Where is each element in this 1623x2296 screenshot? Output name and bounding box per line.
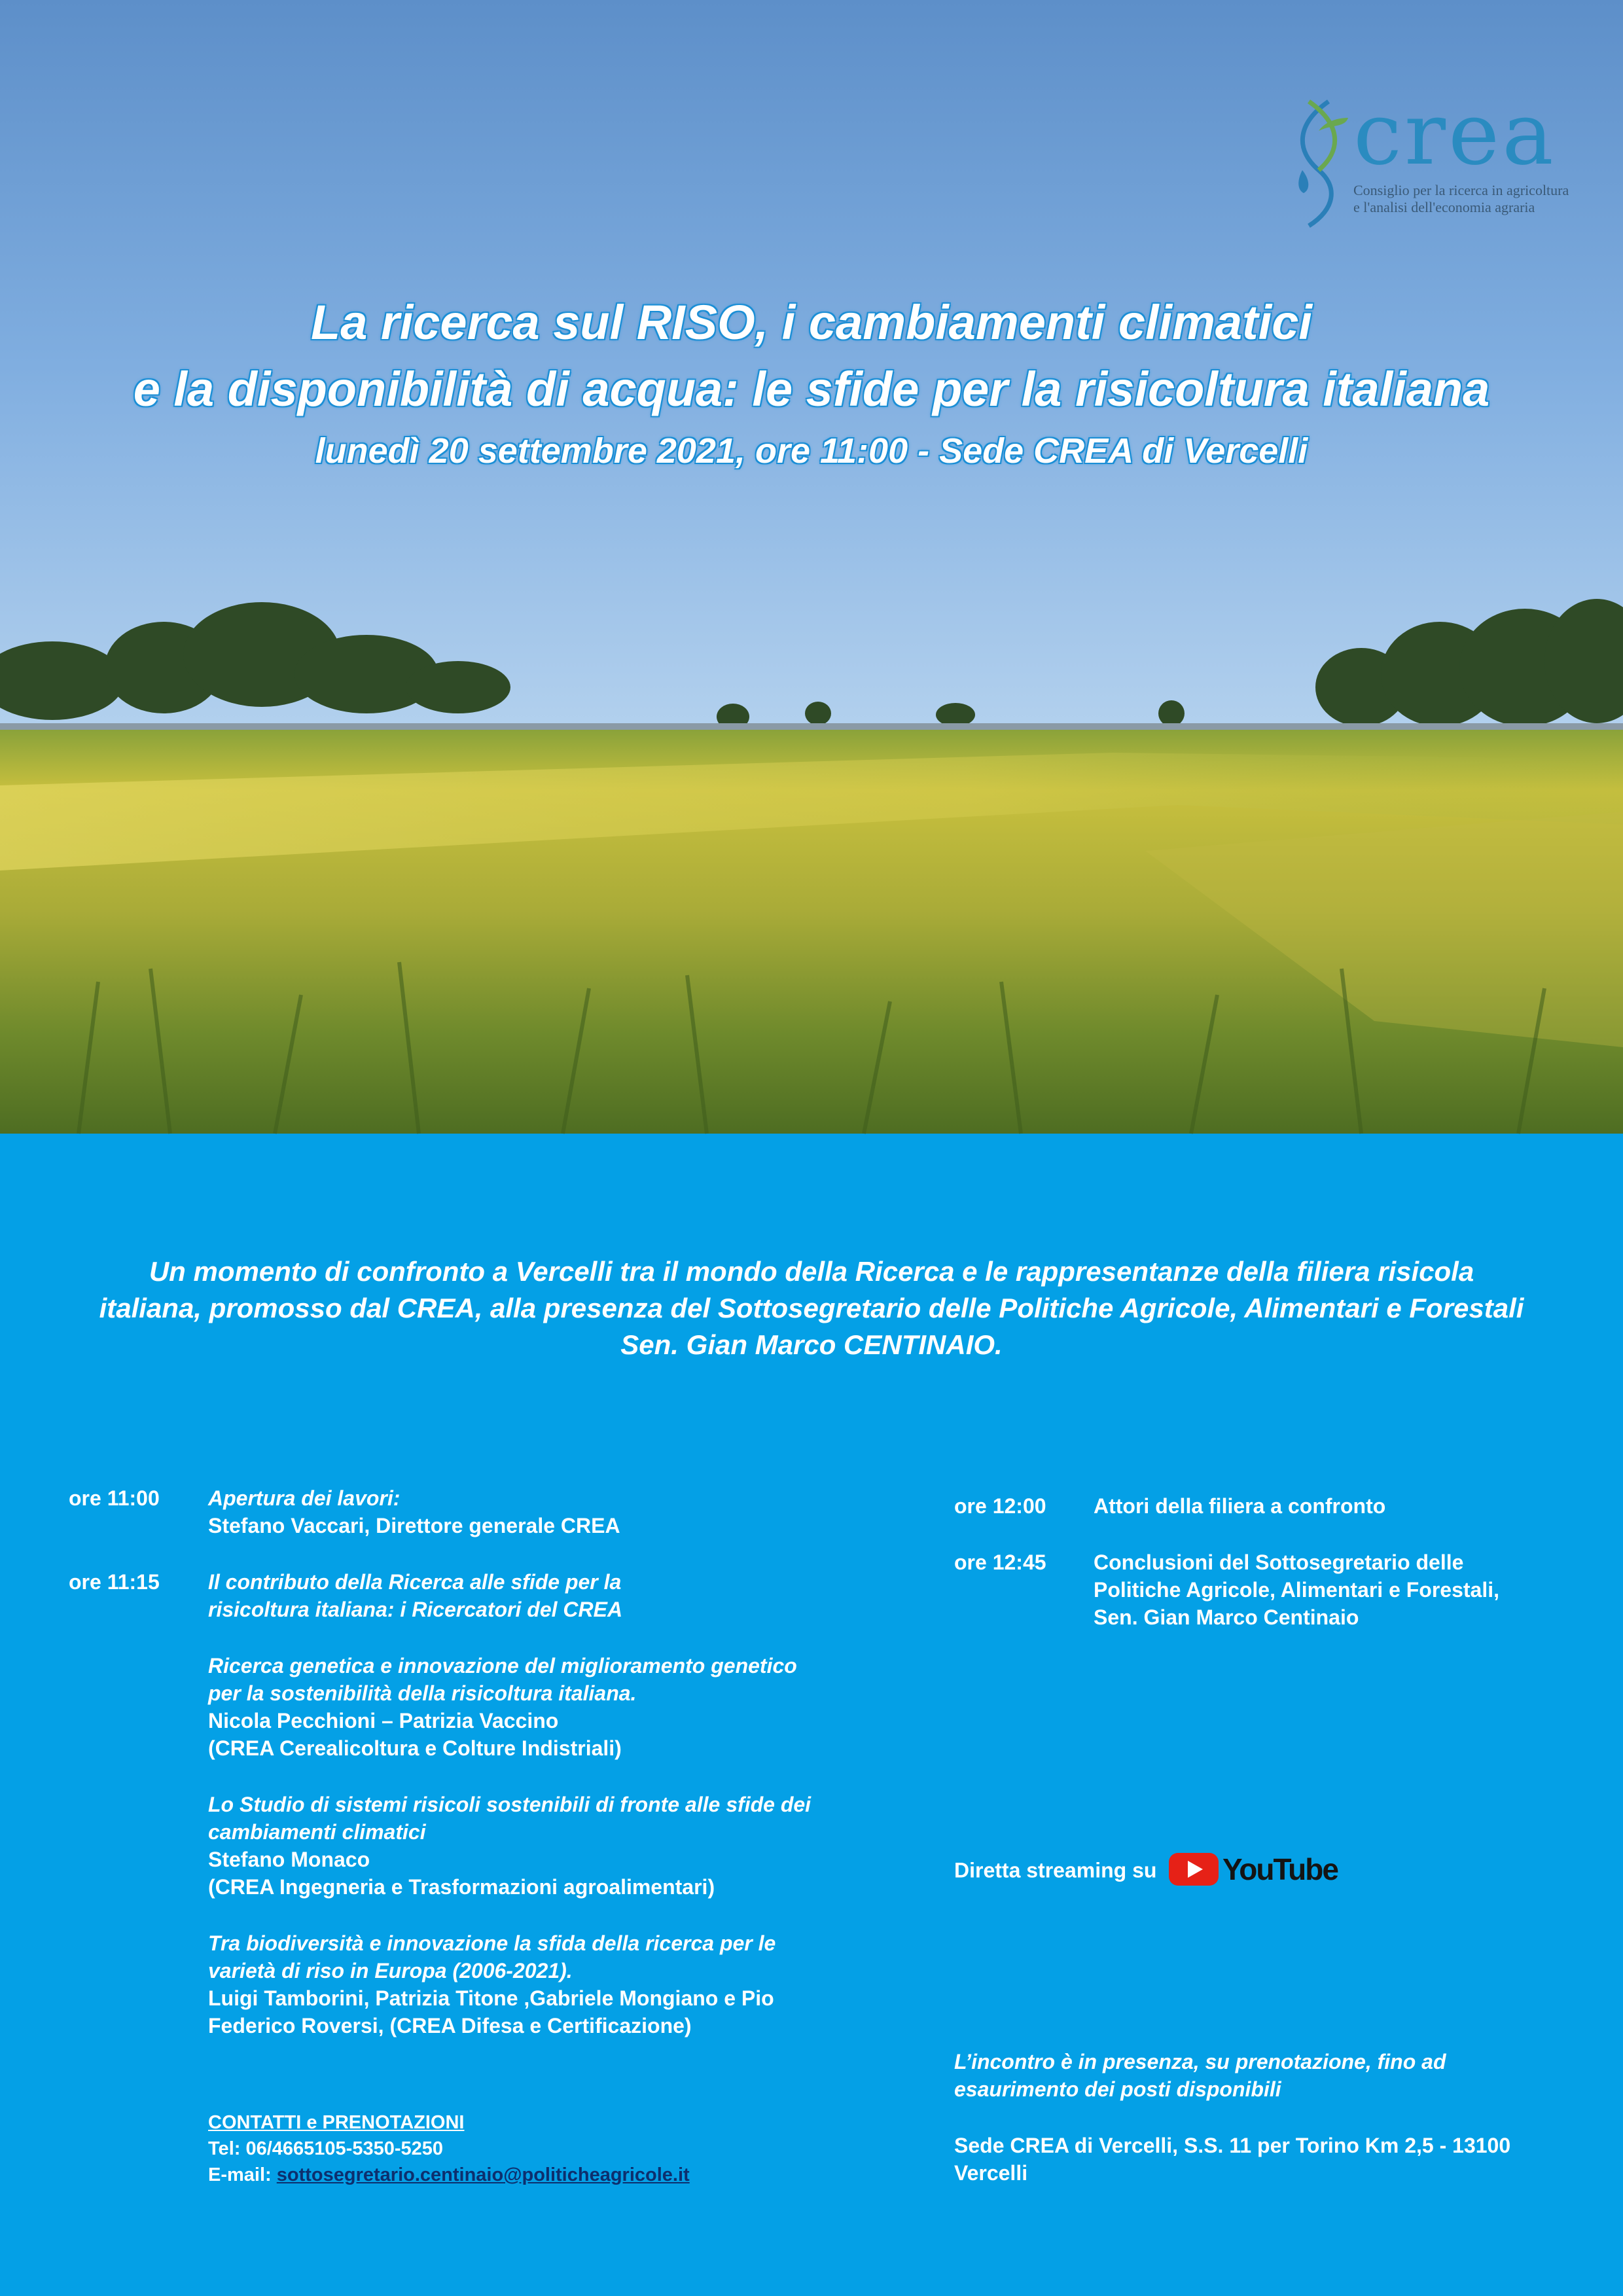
contacts-email: E-mail: sottosegretario.centinaio@politicheagricole.it: [208, 2164, 690, 2185]
session-title: Attori della filiera a confronto: [1094, 1494, 1386, 1518]
talk-title: per la sostenibilità della risicoltura italiana.: [208, 1681, 637, 1705]
event-date-location: lunedì 20 settembre 2021, ore 11:00 - Sede CREA di Vercelli: [315, 431, 1308, 471]
session-title: Politiche Agricole, Alimentari e Forestali,: [1094, 1578, 1500, 1602]
venue-address: Sede CREA di Vercelli, S.S. 11 per Torino Km 2,5 - 13100: [954, 2134, 1511, 2157]
talk-title: Lo Studio di sistemi risicoli sostenibili di fronte alle sfide dei: [208, 1793, 812, 1816]
session-speaker: Sen. Gian Marco Centinaio: [1094, 1605, 1359, 1629]
talk-speakers: Stefano Monaco: [208, 1848, 370, 1871]
contacts-heading: CONTATTI e PRENOTAZIONI: [208, 2112, 465, 2133]
talk-affiliation: (CREA Ingegneria e Trasformazioni agroalimentari): [208, 1875, 715, 1899]
session-title: Il contributo della Ricerca alle sfide per la: [208, 1570, 622, 1594]
session-speaker: Stefano Vaccari, Direttore generale CREA: [208, 1514, 620, 1537]
youtube-logo[interactable]: [1169, 1849, 1338, 1895]
venue-address: Vercelli: [954, 2161, 1028, 2185]
event-title-line-1: La ricerca sul RISO, i cambiamenti climatici: [311, 295, 1312, 350]
session-time: ore 11:15: [69, 1570, 160, 1594]
hero-photo: [0, 0, 1623, 1134]
talk-speakers: Luigi Tamborini, Patrizia Titone ,Gabriele Mongiano e Pio: [208, 1986, 774, 2010]
streaming-info: [954, 1849, 1338, 1895]
contacts-phone: Tel: 06/4665105-5350-5250: [208, 2138, 444, 2159]
event-title-line-2: e la disponibilità di acqua: le sfide per la risicoltura italiana: [133, 362, 1490, 416]
crea-logo-mark: [1283, 98, 1355, 229]
booking-notice: L’incontro è in presenza, su prenotazione, fino ad: [954, 2050, 1446, 2073]
youtube-wordmark: YouTube: [1222, 1852, 1338, 1886]
session-time: ore 12:45: [954, 1551, 1046, 1574]
email-link[interactable]: sottosegretario.centinaio@politicheagricole.it: [276, 2164, 690, 2185]
talk-speakers: Nicola Pecchioni – Patrizia Vaccino: [208, 1709, 559, 1732]
session-title: risicoltura italiana: i Ricercatori del CREA: [208, 1598, 623, 1621]
session-title: Apertura dei lavori:: [208, 1486, 401, 1510]
session-title: Conclusioni del Sottosegretario delle: [1094, 1551, 1464, 1574]
session-time: ore 11:00: [69, 1486, 160, 1510]
talk-title: cambiamenti climatici: [208, 1820, 426, 1844]
logo-subtitle: Consiglio per la ricerca in agricoltura e l'analisi dell'economia agraria: [1353, 182, 1569, 215]
talk-title: Tra biodiversità e innovazione la sfida della ricerca per le: [208, 1931, 776, 1955]
talk-affiliation: (CREA Cerealicoltura e Colture Indistriali): [208, 1736, 622, 1760]
crea-logo: [1283, 84, 1569, 229]
session-time: ore 12:00: [954, 1494, 1046, 1518]
logo-wordmark: crea: [1353, 84, 1556, 185]
booking-notice: esaurimento dei posti disponibili: [954, 2077, 1281, 2101]
streaming-label: Diretta streaming su: [954, 1858, 1157, 1882]
talk-title: Ricerca genetica e innovazione del miglioramento genetico: [208, 1654, 797, 1677]
talk-affiliation: Federico Roversi, (CREA Difesa e Certificazione): [208, 2014, 692, 2037]
intro-paragraph: Un momento di confronto a Vercelli tra il mondo della Ricerca e le rappresentanze della filiera risicola italiana, promosso dal CREA, alla presenza del Sottosegretario delle Politiche Agricole, Alimentari e Forestali Sen. Gian Marco CENTINAIO.: [99, 1256, 1524, 1360]
talk-title: varietà di riso in Europa (2006-2021).: [208, 1959, 573, 1982]
